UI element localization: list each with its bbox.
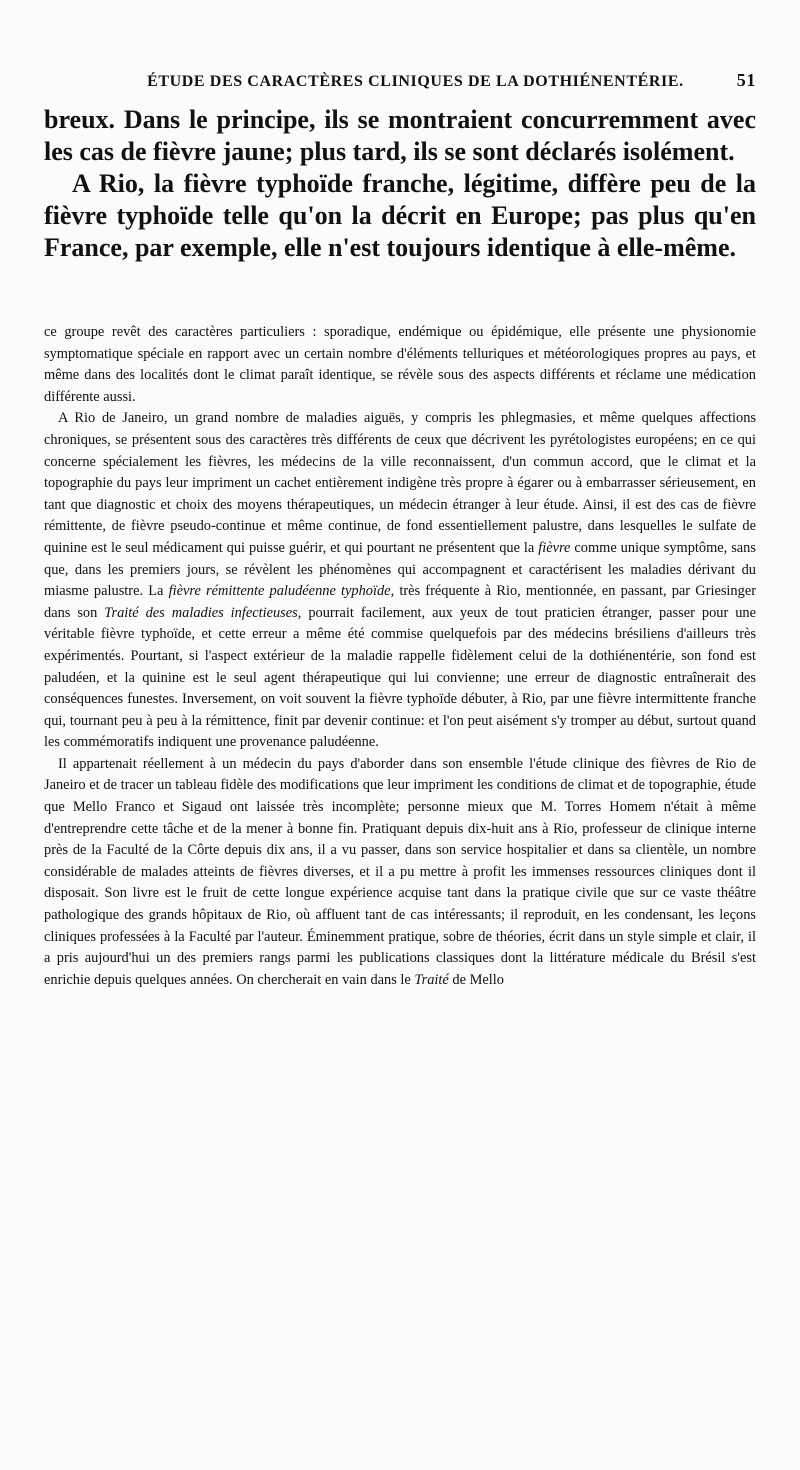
text-run: comme unique symptôme, sans que, dans les premiers jours, se révèlent les phénomènes qui accompagnent et caractérisent les maladies dérivant du miasme palustre. La [44, 539, 756, 600]
large-print-section [44, 104, 756, 264]
small-paragraph: ce groupe revêt des caractères particuliers : sporadique, endémique ou épidémique, elle présente une physionomie symptomatique spéciale en rapport avec un certain nombre d'éléments telluriques et météorologiques propres au pays, et même dans des localités dont le climat paraît identique, se révèle sous des aspects différents et réclame une médication différente aussi. [44, 324, 756, 405]
page-number: 51 [736, 70, 756, 90]
text-run: , très fréquente à Rio, mentionnée, en passant, par Griesinger dans son [44, 583, 756, 621]
italic-run: Traité des maladies infectieuses [104, 604, 298, 621]
text-run: de Mello [448, 971, 504, 988]
large-paragraph: A Rio, la fièvre typhoïde franche, légitime, diffère peu de la fièvre typhoïde telle qu'on la décrit en Europe; pas plus qu'en France, par exemple, elle n'est toujours identique à elle-même. [44, 169, 756, 262]
text-run: A Rio de Janeiro, un grand nombre de maladies aiguës, y compris les phlegmasies, et même quelques affections chroniques, se présentent sous des caractères très différents de ceux que décrivent les pyrétologistes européens; en ce qui concerne spécialement les fièvres, les médecins de la ville reconnaissent, d'un commun accord, que le climat et la topographie du pays leur impriment un cachet entièrement indigène très propre à égarer ou à embarrasser sérieusement, en tant que diagnostic et choix des moyens thérapeutiques, un médecin étranger à leur étude. Ainsi, il est des cas de fièvre rémittente, de fièvre pseudo-continue et même continue, de fond essentiellement palustre, dans lesquelles le sulfate de quinine est le seul médicament qui puisse guérir, et qui pourtant ne présentent que la [44, 410, 756, 556]
small-print-section [44, 322, 756, 991]
small-paragraph [44, 754, 756, 992]
running-head-title: ÉTUDE DES CARACTÈRES CLINIQUES DE LA DOTHIÉNENTÉRIE. [147, 73, 684, 90]
italic-run: Traité [414, 971, 449, 988]
large-paragraph: breux. Dans le principe, ils se montraient concurremment avec les cas de fièvre jaune; plus tard, ils se sont déclarés isolément. [44, 105, 756, 166]
small-paragraph [44, 408, 756, 754]
running-head [44, 70, 756, 91]
text-run: , pourrait facilement, aux yeux de tout praticien étranger, passer pour une véritable fièvre typhoïde, et cette erreur a même été commise quelquefois par des médecins brésiliens d'ailleurs très expérimentés. Pourtant, si l'aspect extérieur de la maladie rappelle fidèlement celui de la dothiénentérie, son fond est paludéen, et la quinine est le seul agent thérapeutique qui lui convienne; une erreur de diagnostic entraînerait des conséquences funestes. Inversement, on voit souvent la fièvre typhoïde débuter, à Rio, par une fièvre intermittente franche qui, tournant peu à peu à la rémittence, finit par devenir continue: et l'on peut aisément s'y tromper au début, surtout quand les commémoratifs indiquent une provenance paludéenne. [44, 604, 756, 751]
italic-run: fièvre rémittente paludéenne typhoïde [168, 583, 391, 600]
italic-run: fièvre [538, 539, 571, 556]
text-run: Il appartenait réellement à un médecin du pays d'aborder dans son ensemble l'étude clinique des fièvres de Rio de Janeiro et de tracer un tableau fidèle des modifications que leur impriment les conditions de climat et de topographie, étude que Mello Franco et Sigaud ont laissée très incomplète; personne mieux que M. Torres Homem n'était à même d'entreprendre cette tâche et de la mener à bonne fin. Pratiquant depuis dix-huit ans à Rio, professeur de clinique interne près de la Faculté de la Côrte depuis dix ans, il a vu passer, dans son service hospitalier et dans sa clientèle, un nombre considérable de malades atteints de fièvres diverses, et il a pu mettre à profit les immenses ressources cliniques dont il disposait. Son livre est le fruit de cette longue expérience acquise tant dans la pratique civile que sur ce vaste théâtre pathologique des grands hôpitaux de Rio, où affluent tant de cas intéressants; il reproduit, en les condensant, les leçons cliniques professées à la Faculté par l'auteur. Éminemment pratique, sobre de théories, écrit dans un style simple et clair, il a pris aujourd'hui un des premiers rangs parmi les publications classiques dont la littérature médicale du Brésil s'est enrichie depuis quelques années. On chercherait en vain dans le [44, 755, 756, 988]
